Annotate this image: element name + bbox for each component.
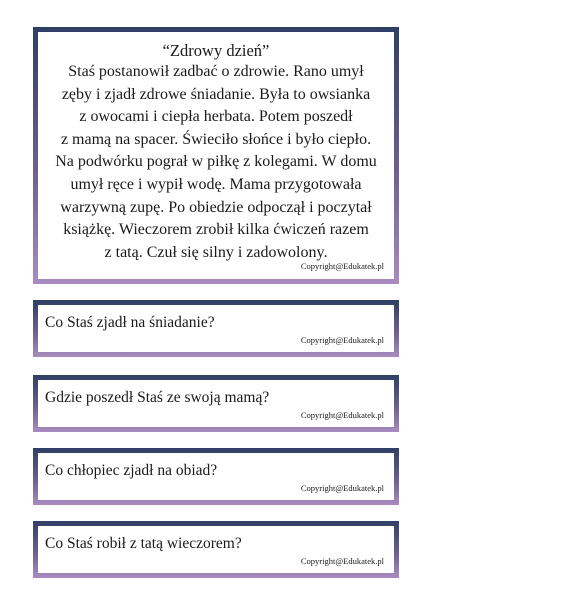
copyright-label: Copyright@Edukatek.pl [300,483,384,493]
question-text: Gdzie poszedł Staś ze swoją mamą? [45,389,270,406]
copyright-label: Copyright@Edukatek.pl [300,556,384,566]
story-card [33,27,399,284]
question-text: Co Staś zjadł na śniadanie? [45,314,215,331]
question-card-content [38,526,394,573]
question-card-3 [33,448,399,505]
question-text: Co chłopiec zjadł na obiad? [45,462,218,479]
question-card-content [38,305,394,352]
copyright-label: Copyright@Edukatek.pl [300,335,384,345]
question-card-2 [33,375,399,432]
story-text: Staś postanowił zadbać o zdrowie. Rano umył zęby i zjadł zdrowe śniadanie. Była to owsianka z owocami i ciepła herbata. Potem poszedł z mamą na spacer. Świeciło słońce i było ciepło. Na podwórku pograł w piłkę z kolegami. W domu umył ręce i wypił wodę. Mama przygotowała warzywną zupę. Po obiedzie odpoczął i poczytał książkę. Wieczorem zrobił kilka ćwiczeń razem z tatą. Czuł się silny i zadowolony. [55,63,377,261]
question-card-content [38,380,394,427]
copyright-label: Copyright@Edukatek.pl [300,261,384,271]
story-card-content [38,32,394,279]
question-card-content [38,453,394,500]
question-text: Co Staś robił z tatą wieczorem? [45,535,242,552]
copyright-label: Copyright@Edukatek.pl [300,410,384,420]
question-card-1 [33,300,399,357]
question-card-4 [33,521,399,578]
story-title: “Zdrowy dzień” [162,41,270,60]
